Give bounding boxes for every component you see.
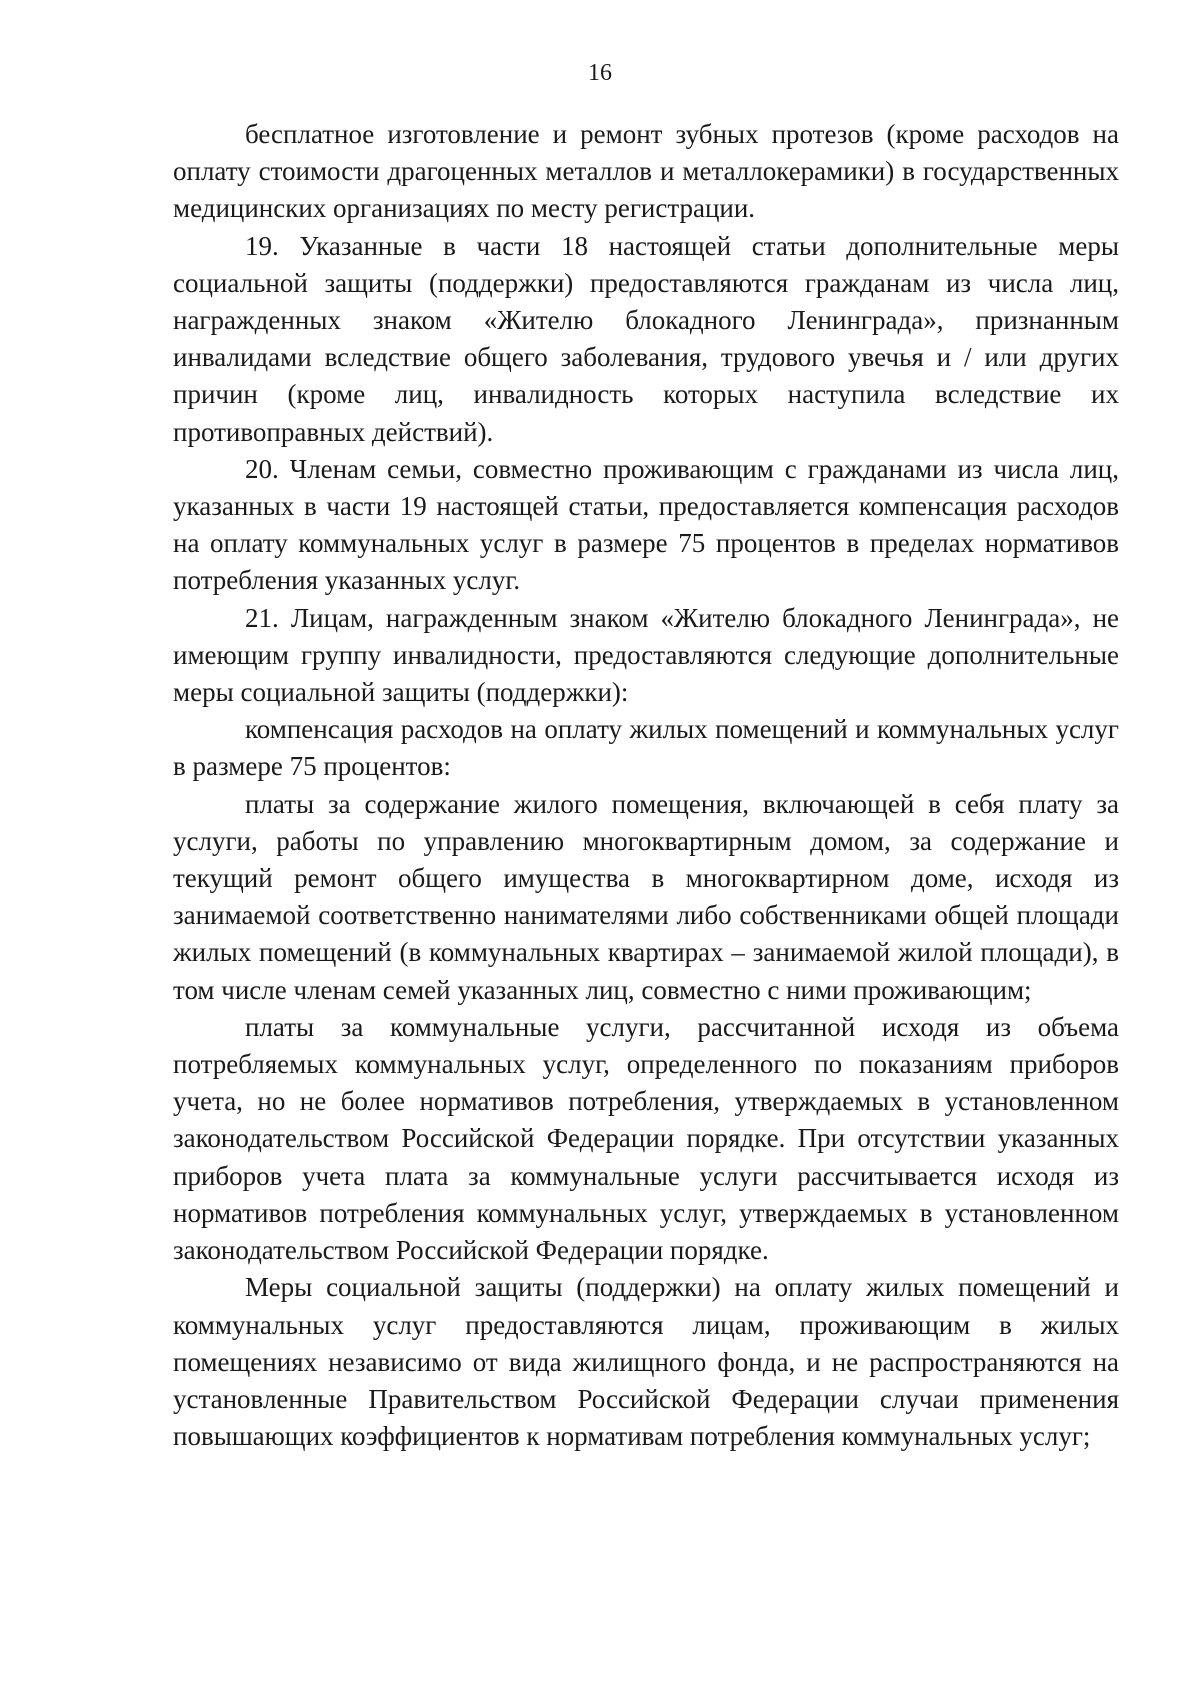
document-body (173, 116, 1119, 1455)
paragraph-part-21: 21. Лицам, награжденным знаком «Жителю блокадного Ленинграда», не имеющим группу инвалидности, предоставляются следующие дополнительные меры социальной защиты (поддержки): (173, 602, 1119, 708)
paragraph-utility-fee: платы за коммунальные услуги, рассчитанной исходя из объема потребляемых коммунальных услуг, определенного по показаниям приборов учета, но не более нормативов потребления, утверждаемых в установленном законодательством Российской Федерации порядке. При отсутствии указанных приборов учета плата за коммунальные услуги рассчитывается исходя из нормативов потребления коммунальных услуг, утверждаемых в установленном законодательством Российской Федерации порядке. (173, 1011, 1119, 1266)
page-number: 16 (588, 60, 612, 86)
paragraph-dental-prosthetics: бесплатное изготовление и ремонт зубных протезов (кроме расходов на оплату стоимости драгоценных металлов и металлокерамики) в государственных медицинских организациях по месту регистрации. (173, 119, 1119, 224)
paragraph-compensation-75: компенсация расходов на оплату жилых помещений и коммунальных услуг в размере 75 процентов: (173, 714, 1119, 782)
paragraph-part-19: 19. Указанные в части 18 настоящей статьи дополнительные меры социальной защиты (поддержки) предоставляются гражданам из числа лиц, награжденных знаком «Жителю блокадного Ленинграда», признанным инвалидами вследствие общего заболевания, трудового увечья и / или других причин (кроме лиц, инвалидность которых наступила вследствие их противоправных действий). (173, 230, 1119, 447)
paragraph-part-20: 20. Членам семьи, совместно проживающим с гражданами из числа лиц, указанных в части 19 настоящей статьи, предоставляется компенсация расходов на оплату коммунальных услуг в размере 75 процентов в пределах нормативов потребления указанных услуг. (173, 453, 1119, 596)
paragraph-support-measures-scope: Меры социальной защиты (поддержки) на оплату жилых помещений и коммунальных услуг предоставляются лицам, проживающим в жилых помещениях независимо от вида жилищного фонда, и не распространяются на установленные Правительством Российской Федерации случаи применения повышающих коэффициентов к нормативам потребления коммунальных услуг; (173, 1272, 1119, 1452)
paragraph-housing-maintenance-fee: платы за содержание жилого помещения, включающей в себя плату за услуги, работы по управлению многоквартирным домом, за содержание и текущий ремонт общего имущества в многоквартирном доме, исходя из занимаемой соответственно нанимателями либо собственниками общей площади жилых помещений (в коммунальных квартирах – занимаемой жилой площади), в том числе членам семей указанных лиц, совместно с ними проживающим; (173, 788, 1119, 1005)
